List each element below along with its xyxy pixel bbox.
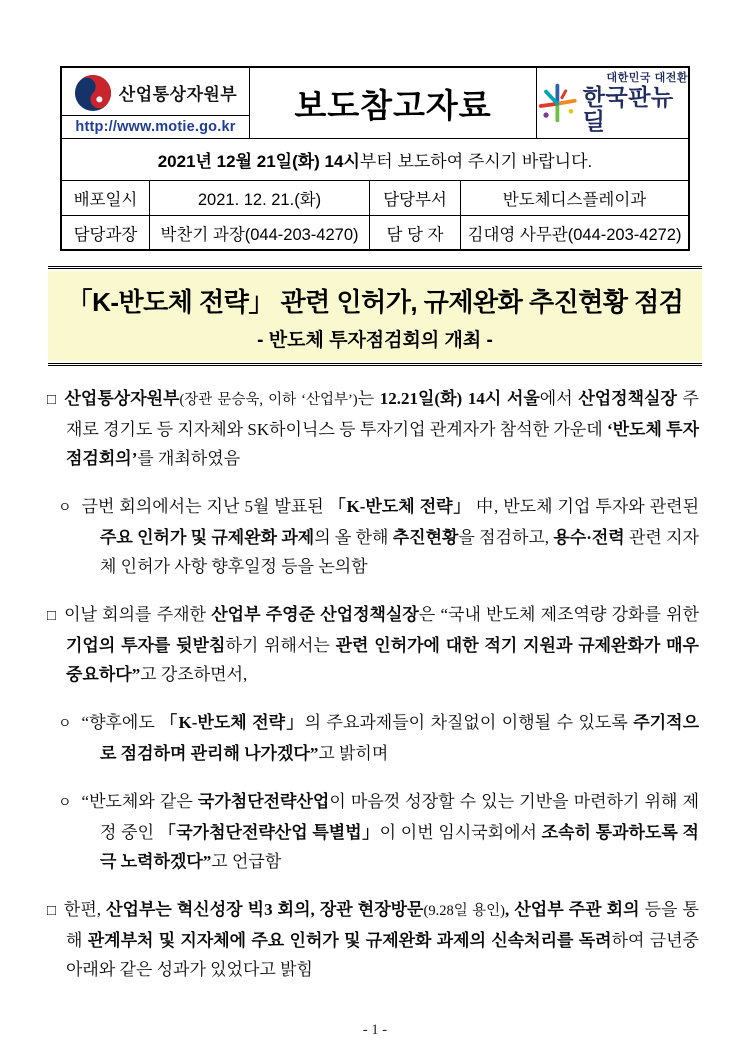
text-segment: 「국가첨단전략산업 특별법」 bbox=[158, 823, 380, 842]
value-release-date: 2021. 12. 21.(화) bbox=[149, 181, 369, 215]
document-body bbox=[47, 384, 699, 1003]
press-header bbox=[60, 66, 690, 251]
text-segment: 산업통상자원부 bbox=[64, 389, 180, 408]
text-segment: 「K-반도체 전략」 bbox=[160, 713, 305, 732]
label-release-date: 배포일시 bbox=[73, 191, 138, 209]
text-segment: 에서 bbox=[539, 389, 579, 408]
circle-bullet: ㅇ bbox=[58, 796, 72, 811]
text-segment: 등을 통해 bbox=[66, 900, 699, 950]
doc-type-title: 보도참고자료 bbox=[250, 68, 537, 138]
text-segment: (장관 문승욱, 이하 ‘산업부’) bbox=[179, 392, 358, 408]
text-segment: 의 주요과제들이 차질없이 이행될 수 있도록 bbox=[304, 713, 634, 732]
text-segment: 하여 금년중 아래와 같은 성과가 있었다고 밝힘 bbox=[66, 931, 699, 979]
text-segment: 조속히 통과하도록 적극 노력하겠다” bbox=[100, 823, 699, 871]
page-number: - 1 - bbox=[362, 1022, 388, 1038]
label-manager: 담당과장 bbox=[62, 215, 149, 249]
text-segment: 추진현황 bbox=[392, 528, 459, 547]
ministry-logo-block bbox=[62, 68, 249, 115]
text-segment: 주기적으로 점검하며 관리해 나가겠다” bbox=[100, 713, 699, 763]
newdeal-logo-block bbox=[537, 68, 688, 138]
label-contact-person: 담 당 자 bbox=[369, 215, 460, 249]
text-segment: 산업부 주영준 산업정책실장 bbox=[211, 605, 419, 624]
circle-bullet: ㅇ bbox=[58, 501, 72, 516]
text-segment: 산업부는 혁신성장 빅3 회의, 장관 현장방문 bbox=[106, 900, 424, 919]
ministry-taegeuk-icon bbox=[74, 74, 112, 112]
square-bullet: □ bbox=[47, 392, 58, 408]
text-segment: 中, 반도체 기업 투자와 관련된 bbox=[471, 497, 699, 516]
paragraph bbox=[47, 895, 699, 984]
newdeal-starburst-icon bbox=[537, 79, 578, 127]
text-segment: 는 bbox=[357, 389, 380, 408]
text-segment: 주재로 경기도 등 지자체와 SK하이닉스 등 투자기업 관계자가 참석한 가운데 bbox=[66, 389, 699, 439]
text-segment: 의 올 한해 bbox=[314, 528, 393, 547]
text-segment: ‘반도체 투자점검회의’ bbox=[66, 420, 700, 468]
header-top-row bbox=[62, 68, 688, 138]
press-title: 「K-반도체 전략」 관련 인허가, 규제완화 추진현황 점검 bbox=[66, 287, 684, 317]
square-bullet: □ bbox=[47, 903, 57, 919]
text-segment: “반도체와 같은 bbox=[81, 792, 198, 811]
circle-bullet: ㅇ bbox=[58, 717, 72, 732]
embargo-rest: 부터 보도하여 주시기 바랍니다. bbox=[359, 152, 593, 171]
text-segment: 용수·전력 bbox=[553, 528, 625, 547]
ministry-cell bbox=[62, 68, 250, 138]
newdeal-tagline: 대한민국 대전환 bbox=[606, 72, 688, 85]
text-segment: 를 개최하였음 bbox=[137, 449, 241, 468]
text-segment: 12.21일(화) 14시 서울 bbox=[379, 389, 540, 408]
text-segment: 하기 위해서는 bbox=[225, 636, 336, 655]
label-department: 담당부서 bbox=[369, 181, 460, 215]
contact-table bbox=[62, 180, 688, 249]
text-segment: 이 이번 임시국회에서 bbox=[379, 823, 542, 842]
text-segment: 이날 회의를 주재한 bbox=[64, 605, 212, 624]
text-segment: 산업정책실장 bbox=[578, 389, 677, 408]
ministry-url: http://www.motie.go.kr bbox=[62, 115, 249, 138]
double-rule-top bbox=[48, 266, 702, 269]
paragraph bbox=[47, 384, 699, 473]
text-segment: 관계부처 및 지자체에 주요 인허가 및 규제완화 과제의 신속처리를 독려 bbox=[87, 931, 612, 950]
ministry-name: 산업통상자원부 bbox=[118, 85, 238, 104]
text-segment: 이 마음껏 성장할 수 있는 기반을 마련하기 위해 제정 중인 bbox=[100, 792, 699, 842]
text-segment: 산업부 주관 회의 bbox=[514, 900, 640, 919]
text-segment: 주요 인허가 및 규제완화 과제 bbox=[100, 528, 315, 547]
text-segment: 은 “국내 반도체 제조역량 강화를 위한 bbox=[418, 605, 699, 624]
value-department: 반도체디스플레이과 bbox=[460, 181, 688, 215]
text-segment: 관련 인허가에 대한 적기 지원과 규제완화가 매우 중요하다” bbox=[66, 636, 699, 684]
paragraph bbox=[47, 492, 699, 581]
value-contact-person: 김대영 사무관(044-203-4272) bbox=[460, 215, 688, 249]
text-segment: 을 점검하고, bbox=[458, 528, 554, 547]
text-segment: “향후에도 bbox=[81, 713, 161, 732]
text-segment: 고 언급함 bbox=[211, 852, 282, 871]
text-segment: 국가첨단전략산업 bbox=[197, 792, 330, 811]
paragraph bbox=[47, 787, 699, 876]
paragraph bbox=[47, 708, 699, 768]
embargo-datetime: 2021년 12월 21일(화) 14시 bbox=[157, 152, 360, 171]
newdeal-brand: 한국판뉴딜 bbox=[582, 83, 674, 134]
embargo-notice bbox=[62, 138, 688, 180]
text-segment: (9.28일 용인) bbox=[423, 903, 506, 919]
text-segment: 관련 지자체 인허가 사항 향후일정 등을 논의함 bbox=[100, 528, 699, 576]
double-rule-bottom bbox=[48, 363, 702, 366]
value-manager: 박찬기 과장(044-203-4270) bbox=[149, 215, 369, 249]
text-segment: 고 밝히며 bbox=[318, 744, 389, 763]
text-segment: 「K-반도체 전략」 bbox=[328, 497, 472, 516]
text-segment: 금번 회의에서는 지난 5월 발표된 bbox=[81, 497, 329, 516]
text-segment: 고 강조하면서, bbox=[140, 665, 248, 684]
square-bullet: □ bbox=[47, 608, 58, 624]
text-segment: 한편, bbox=[63, 900, 107, 919]
paragraph bbox=[47, 600, 699, 689]
press-subtitle: - 반도체 투자점검회의 개최 - bbox=[257, 330, 493, 351]
text-segment: 기업의 투자를 뒷받침 bbox=[66, 636, 226, 655]
title-box bbox=[48, 271, 702, 361]
title-banner bbox=[48, 266, 702, 366]
newdeal-text bbox=[583, 73, 688, 133]
text-segment: , bbox=[505, 900, 515, 919]
